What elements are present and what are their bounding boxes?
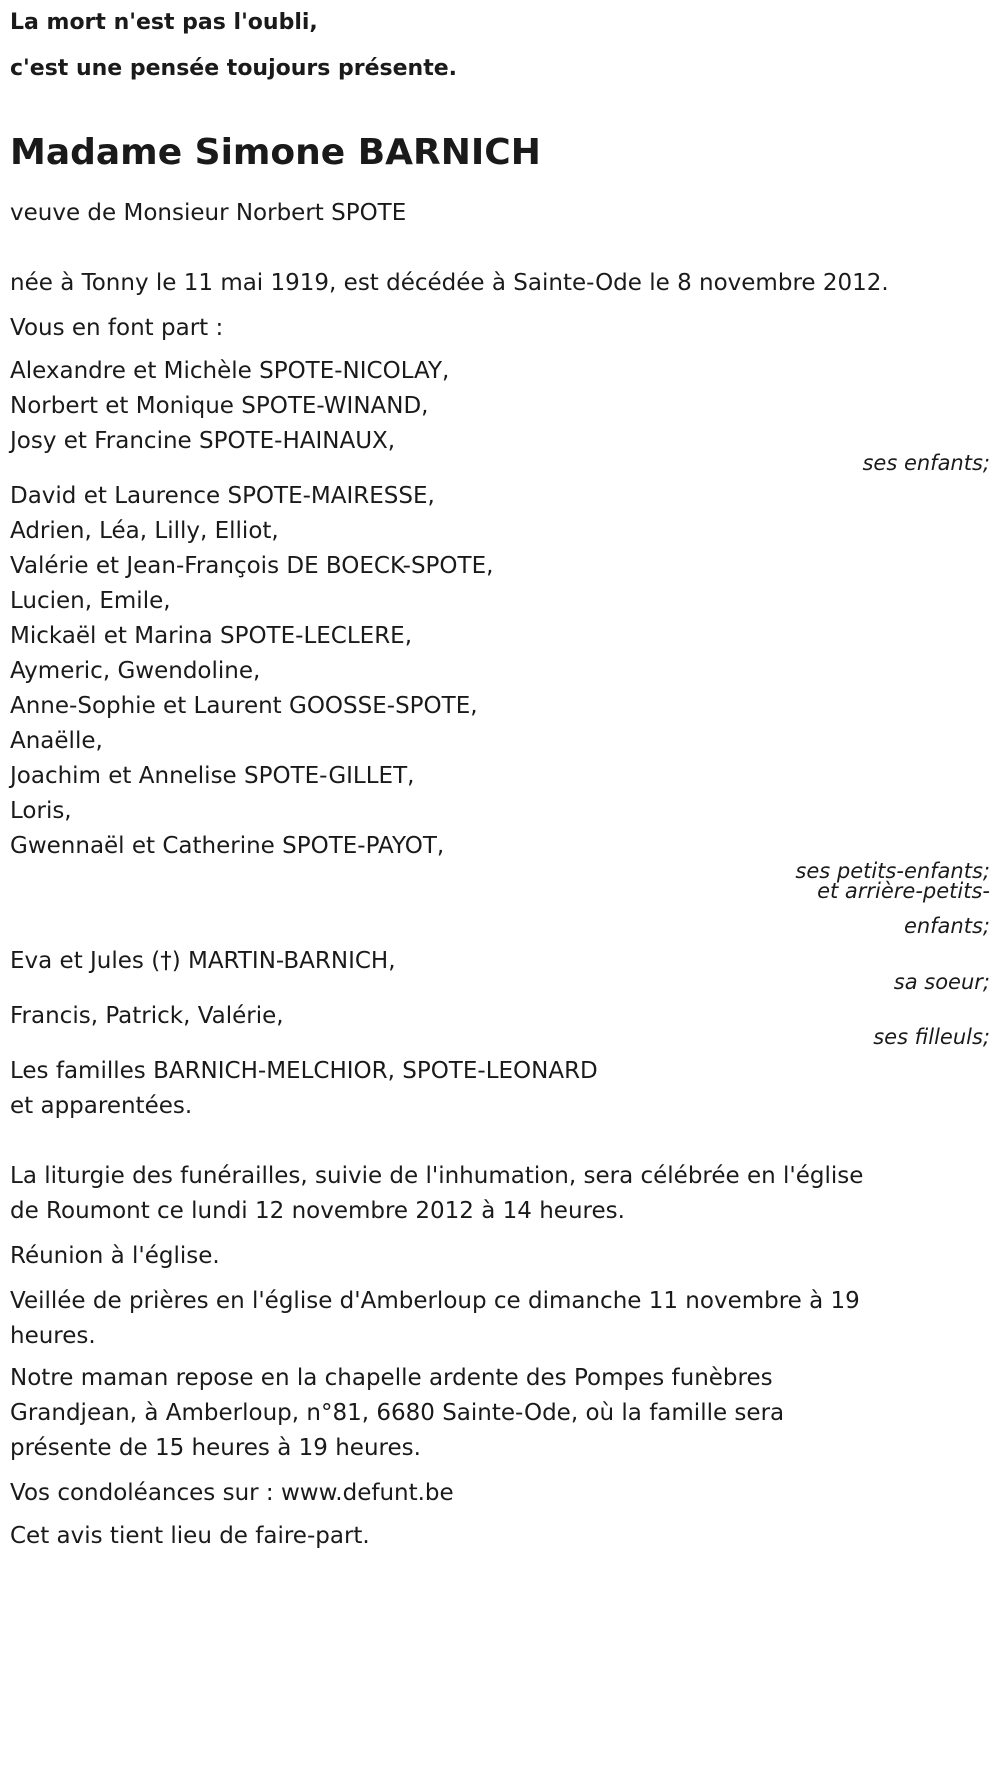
quote-line-2: c'est une pensée toujours présente. (10, 56, 458, 81)
grandchildren-role-1: ses petits-enfants; (795, 859, 990, 883)
child-line: Josy et Francine SPOTE-HAINAUX, (10, 428, 396, 454)
grandchildren-role-3: enfants; (903, 914, 990, 938)
grandchild-line: Loris, (10, 798, 72, 824)
rest-line: Notre maman repose en la chapelle ardente des Pompes funèbres (10, 1365, 773, 1391)
quote-line-1: La mort n'est pas l'oubli, (10, 10, 318, 35)
vigil-line: Veillée de prières en l'église d'Amberloup ce dimanche 11 novembre à 19 (10, 1288, 860, 1314)
grandchild-line: Valérie et Jean-François DE BOECK-SPOTE, (10, 553, 494, 579)
spouse-line: veuve de Monsieur Norbert SPOTE (10, 200, 407, 226)
rest-line: Grandjean, à Amberloup, n°81, 6680 Sainte-Ode, où la famille sera (10, 1400, 785, 1426)
grandchild-line: Joachim et Annelise SPOTE-GILLET, (10, 763, 415, 789)
child-line: Alexandre et Michèle SPOTE-NICOLAY, (10, 358, 450, 384)
grandchildren-role-2: et arrière-petits- (817, 879, 990, 903)
meeting-line: Réunion à l'église. (10, 1243, 220, 1269)
grandchild-line: Anne-Sophie et Laurent GOOSSE-SPOTE, (10, 693, 478, 719)
grandchild-line: Lucien, Emile, (10, 588, 171, 614)
child-line: Norbert et Monique SPOTE-WINAND, (10, 393, 429, 419)
grandchild-line: Mickaël et Marina SPOTE-LECLERE, (10, 623, 413, 649)
grandchild-line: David et Laurence SPOTE-MAIRESSE, (10, 483, 435, 509)
grandchild-line: Aymeric, Gwendoline, (10, 658, 261, 684)
sister-role: sa soeur; (893, 970, 990, 994)
condolences-line: Vos condoléances sur : www.defunt.be (10, 1480, 454, 1506)
notice-line: Cet avis tient lieu de faire-part. (10, 1523, 370, 1549)
families-line: Les familles BARNICH-MELCHIOR, SPOTE-LEONARD (10, 1058, 598, 1084)
grandchild-line: Anaëlle, (10, 728, 103, 754)
families-line: et apparentées. (10, 1093, 193, 1119)
grandchild-line: Adrien, Léa, Lilly, Elliot, (10, 518, 279, 544)
sister-line: Eva et Jules (†) MARTIN-BARNICH, (10, 948, 396, 974)
godchildren-line: Francis, Patrick, Valérie, (10, 1003, 284, 1029)
godchildren-role: ses filleuls; (873, 1025, 990, 1049)
grandchild-line: Gwennaël et Catherine SPOTE-PAYOT, (10, 833, 445, 859)
announce-line: Vous en font part : (10, 315, 224, 341)
rest-line: présente de 15 heures à 19 heures. (10, 1435, 421, 1461)
funeral-line: de Roumont ce lundi 12 novembre 2012 à 14 heures. (10, 1198, 625, 1224)
dates-line: née à Tonny le 11 mai 1919, est décédée à Sainte-Ode le 8 novembre 2012. (10, 270, 889, 296)
vigil-line: heures. (10, 1323, 96, 1349)
deceased-name: Madame Simone BARNICH (10, 132, 541, 173)
funeral-line: La liturgie des funérailles, suivie de l'inhumation, sera célébrée en l'église (10, 1163, 864, 1189)
children-role: ses enfants; (862, 451, 990, 475)
